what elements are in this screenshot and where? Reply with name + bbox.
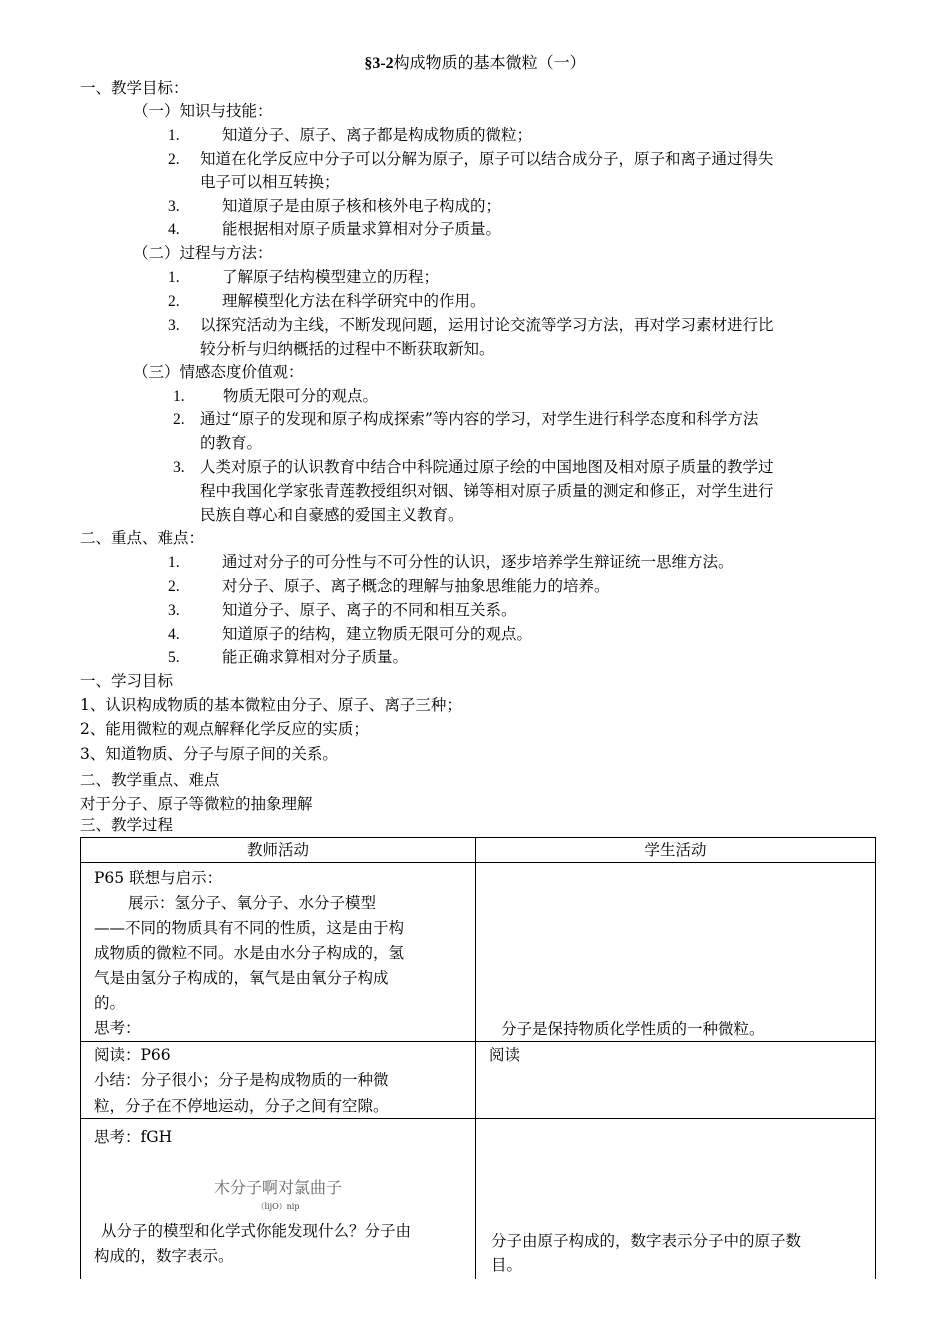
cell-text: 分子是保持物质化学性质的一种微粒。: [501, 1020, 765, 1038]
list-item: 2. 理解模型化方法在科学研究中的作用。: [168, 292, 486, 310]
list-item-cont: 民族自尊心和自豪感的爱国主义教育。: [200, 506, 464, 524]
sub2-heading: （二）过程与方法：: [133, 244, 273, 262]
cell-text: 从分子的模型和化学式你能发现什么？分子由: [101, 1222, 412, 1240]
process-table: [80, 837, 876, 1279]
cell-text: 思考：fGH: [94, 1128, 173, 1146]
study-item: 3、知道物质、分子与原子间的关系。: [80, 745, 338, 763]
section1-heading: 一、教学目标：: [80, 79, 189, 97]
list-item: 1. 知道分子、原子、离子都是构成物质的微粒；: [168, 126, 533, 144]
student-cell: [476, 1042, 876, 1119]
key-text: 对于分子、原子等微粒的抽象理解: [80, 795, 313, 813]
cell-text: 阅读: [489, 1046, 521, 1064]
study-item: 2、能用微粒的观点解释化学反应的实质；: [80, 720, 369, 738]
page-title: [0, 50, 950, 73]
list-item-cont: 的教育。: [200, 434, 263, 452]
list-item-cont: 较分析与归纳概括的过程中不断获取新知。: [200, 340, 495, 358]
list-item: 3. 人类对原子的认识教育中结合中科院通过原子绘的中国地图及相对原子质量的教学过: [173, 458, 774, 476]
cell-text: 气是由氢分子构成的，氧气是由氧分子构成: [94, 969, 389, 987]
list-item: 4. 能根据相对原子质量求算相对分子质量。: [168, 220, 502, 238]
cell-text: 目。: [491, 1256, 523, 1274]
sub1-heading: （一）知识与技能：: [133, 102, 273, 120]
title-text: 构成物质的基本微粒（一）: [393, 53, 586, 72]
section2-heading: 二、重点、难点：: [80, 529, 205, 547]
teacher-cell: [81, 1042, 476, 1119]
list-item: 2. 知道在化学反应中分子可以分解为原子，原子可以结合成分子，原子和离子通过得失: [168, 150, 774, 168]
cell-text: 阅读：P66: [94, 1046, 171, 1064]
cell-text: 构成的，数字表示。: [94, 1247, 234, 1265]
cell-text: P65 联想与启示：: [94, 869, 223, 887]
teacher-cell: [81, 1119, 476, 1280]
list-item: 3. 知道分子、原子、离子的不同和相互关系。: [168, 601, 517, 619]
section-number: §3-2: [364, 55, 394, 72]
table-row: [81, 863, 876, 1042]
process-heading: 三、教学过程: [80, 816, 174, 834]
teacher-header: 教师活动: [81, 838, 476, 863]
list-item: 3. 以探究活动为主线，不断发现问题，运用讨论交流等学习方法，再对学习素材进行比: [168, 316, 774, 334]
study-item: 1、认识构成物质的基本微粒由分子、原子、离子三种；: [80, 696, 462, 714]
list-item: 1. 通过对分子的可分性与不可分性的认识，逐步培养学生辩证统一思维方法。: [168, 553, 734, 571]
cell-text: 展示：氢分子、氧分子、水分子模型: [128, 894, 377, 912]
molecule-subcaption: （lijO）nip: [256, 1202, 300, 1211]
student-cell: [476, 863, 876, 1042]
study-heading: 一、学习目标: [80, 672, 174, 690]
cell-text: 小结：分子很小；分子是构成物质的一种微: [94, 1071, 389, 1089]
list-item: 1. 了解原子结构模型建立的历程；: [168, 268, 440, 286]
list-item: 3. 知道原子是由原子核和核外电子构成的；: [168, 197, 502, 215]
student-cell: [476, 1119, 876, 1280]
cell-text: ——不同的物质具有不同的性质，这是由于构: [94, 919, 405, 937]
list-item-cont: 电子可以相互转换；: [200, 173, 340, 191]
cell-text: 粒，分子在不停地运动，分子之间有空隙。: [94, 1097, 389, 1115]
list-item: 1. 物质无限可分的观点。: [173, 387, 379, 405]
list-item-cont: 程中我国化学家张青莲教授组织对铟、锑等相对原子质量的测定和修正，对学生进行: [200, 482, 774, 500]
table-header-row: [81, 838, 876, 863]
cell-text: 成物质的微粒不同。水是由水分子构成的，氢: [94, 944, 405, 962]
cell-text: 分子由原子构成的，数字表示分子中的原子数: [491, 1232, 802, 1250]
molecule-caption: 木分子啊对氯曲子: [213, 1178, 342, 1197]
list-item: 2. 通过“原子的发现和原子构成探索”等内容的学习，对学生进行科学态度和科学方法: [173, 410, 759, 428]
teacher-cell: [81, 863, 476, 1042]
list-item: 4. 知道原子的结构，建立物质无限可分的观点。: [168, 625, 533, 643]
table-row: [81, 1119, 876, 1280]
sub3-heading: （三）情感态度价值观：: [133, 363, 304, 381]
key-heading: 二、教学重点、难点: [80, 771, 220, 789]
list-item: 5. 能正确求算相对分子质量。: [168, 648, 409, 666]
cell-text: 的。: [94, 994, 126, 1012]
cell-text: 思考：: [94, 1019, 141, 1037]
list-item: 2. 对分子、原子、离子概念的理解与抽象思维能力的培养。: [168, 577, 610, 595]
student-header: 学生活动: [476, 838, 876, 863]
table-row: [81, 1042, 876, 1119]
